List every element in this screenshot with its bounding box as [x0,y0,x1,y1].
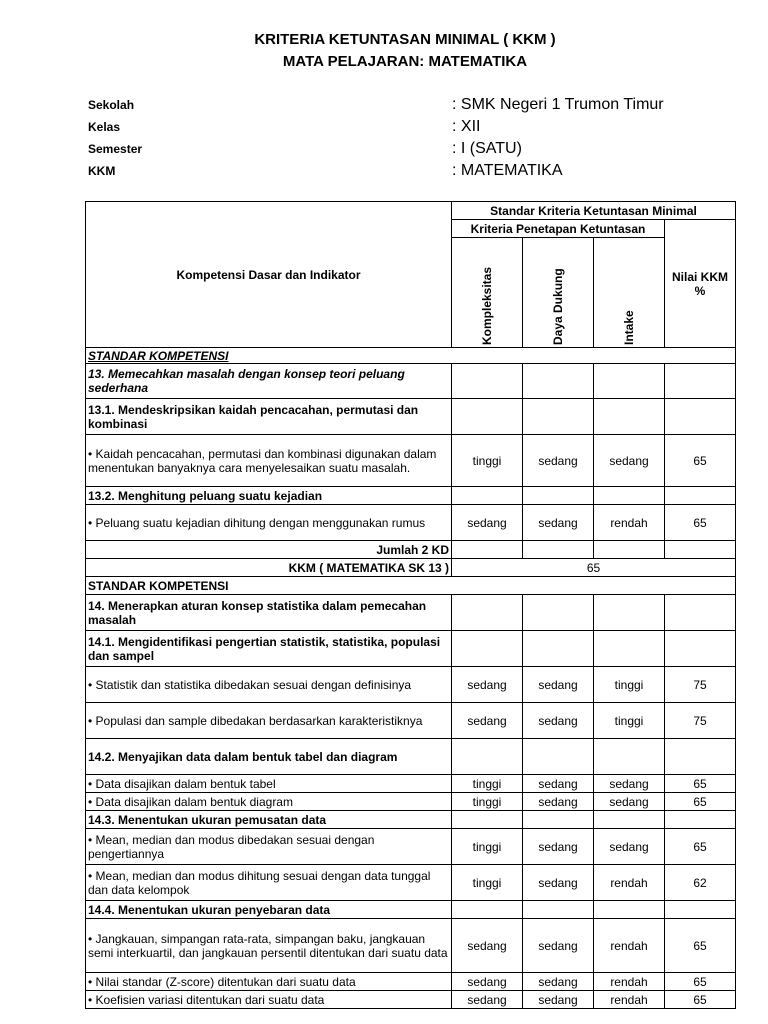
daya-dukung-value: sedang [523,973,594,991]
intake-value: sedang [594,435,665,487]
daya-dukung-value: sedang [523,829,594,865]
sk14-standar-label: STANDAR KOMPETENSI [86,577,736,595]
daya-dukung-value: sedang [523,793,594,811]
sekolah-label: Sekolah [88,98,135,112]
table-row [86,829,736,865]
indicator-text: • Koefisien variasi ditentukan dari suatu data [86,991,452,1009]
indicator-text: • Populasi dan sample dibedakan berdasarkan karakteristiknya [86,703,452,739]
table-row [86,919,736,973]
nilai-kkm-value: 65 [665,435,736,487]
sk14-kd4: 14.4. Menentukan ukuran penyebaran data [86,901,452,919]
header-standar: Standar Kriteria Ketuntasan Minimal [452,202,736,220]
indicator-text: • Data disajikan dalam bentuk tabel [86,775,452,793]
kompleksitas-value: sedang [452,973,523,991]
table-row [86,487,736,505]
table-row [86,901,736,919]
header-kd-indikator: Kompetensi Dasar dan Indikator [86,202,452,348]
kompleksitas-value: sedang [452,505,523,541]
kkm-label: KKM [88,164,116,178]
kompleksitas-value: sedang [452,667,523,703]
table-row [86,559,736,577]
indicator-text: • Nilai standar (Z-score) ditentukan dari suatu data [86,973,452,991]
document-subtitle: MATA PELAJARAN: MATEMATIKA [282,53,528,70]
indicator-text: • Data disajikan dalam bentuk diagram [86,793,452,811]
intake-value: sedang [594,793,665,811]
header-daya-dukung: Daya Dukung [523,238,594,348]
table-row [86,631,736,667]
kkm-value: : MATEMATIKA [452,162,563,179]
table-row [86,865,736,901]
indicator-text: • Jangkauan, simpangan rata-rata, simpangan baku, jangkauan semi interkuartil, dan jangkauan persentil ditentukan dari suatu data [86,919,452,973]
nilai-kkm-value: 65 [665,793,736,811]
kkm-table [85,201,736,1009]
table-row [86,793,736,811]
daya-dukung-value: sedang [523,505,594,541]
intake-value: rendah [594,991,665,1009]
header-intake: Intake [594,238,665,348]
kompleksitas-value: sedang [452,703,523,739]
table-row [86,505,736,541]
sk14-kd1: 14.1. Mengidentifikasi pengertian statistik, statistika, populasi dan sampel [86,631,452,667]
intake-value: rendah [594,973,665,991]
sekolah-value: : SMK Negeri 1 Trumon Timur [452,96,664,113]
nilai-kkm-value: 75 [665,667,736,703]
header-nilai-kkm: Nilai KKM % [665,220,736,348]
indicator-text: • Statistik dan statistika dibedakan sesuai dengan definisinya [86,667,452,703]
kelas-label: Kelas [88,120,121,134]
intake-value: tinggi [594,667,665,703]
daya-dukung-value: sedang [523,865,594,901]
table-row [86,703,736,739]
daya-dukung-value: sedang [523,775,594,793]
intake-value: tinggi [594,703,665,739]
table-row [86,811,736,829]
nilai-kkm-value: 62 [665,865,736,901]
indicator-text: • Mean, median dan modus dibedakan sesuai dengan pengertiannya [86,829,452,865]
table-row [86,739,736,775]
kompleksitas-value: tinggi [452,793,523,811]
table-row [86,364,736,399]
sk13-kkm-label: KKM ( MATEMATIKA SK 13 ) [86,559,452,577]
table-row [86,991,736,1009]
kompleksitas-value: sedang [452,991,523,1009]
intake-value: sedang [594,775,665,793]
kompleksitas-value: tinggi [452,865,523,901]
semester-label: Semester [88,142,143,156]
kompleksitas-value: tinggi [452,775,523,793]
indicator-text: • Kaidah pencacahan, permutasi dan kombinasi digunakan dalam menentukan banyaknya cara menyelesaikan suatu masalah. [86,435,452,487]
nilai-kkm-value: 65 [665,829,736,865]
kelas-value: : XII [452,118,481,135]
nilai-kkm-value: 65 [665,991,736,1009]
table-row [86,399,736,435]
nilai-kkm-value: 75 [665,703,736,739]
table-row [86,595,736,631]
daya-dukung-value: sedang [523,991,594,1009]
table-row [86,435,736,487]
kompleksitas-value: tinggi [452,829,523,865]
daya-dukung-value: sedang [523,919,594,973]
nilai-kkm-value: 65 [665,919,736,973]
intake-value: sedang [594,829,665,865]
table-row [86,973,736,991]
header-kompleksitas: Kompleksitas [452,238,523,348]
nilai-kkm-value: 65 [665,973,736,991]
daya-dukung-value: sedang [523,435,594,487]
sk13-kd1: 13.1. Mendeskripsikan kaidah pencacahan, permutasi dan kombinasi [86,399,452,435]
table-row [86,667,736,703]
sk14-kd2: 14.2. Menyajikan data dalam bentuk tabel dan diagram [86,739,452,775]
sk13-title: 13. Memecahkan masalah dengan konsep teori peluang sederhana [86,364,452,399]
table-row [86,541,736,559]
nilai-kkm-value: 65 [665,505,736,541]
document-title: KRITERIA KETUNTASAN MINIMAL ( KKM ) [254,31,556,48]
header-kriteria: Kriteria Penetapan Ketuntasan [452,220,665,238]
daya-dukung-value: sedang [523,667,594,703]
intake-value: rendah [594,505,665,541]
sk13-jumlah: Jumlah 2 KD [86,541,452,559]
sk13-kd2: 13.2. Menghitung peluang suatu kejadian [86,487,452,505]
sk14-kd3: 14.3. Menentukan ukuran pemusatan data [86,811,452,829]
indicator-text: • Peluang suatu kejadian dihitung dengan menggunakan rumus [86,505,452,541]
indicator-text: • Mean, median dan modus dihitung sesuai dengan data tunggal dan data kelompok [86,865,452,901]
daya-dukung-value: sedang [523,703,594,739]
sk14-title: 14. Menerapkan aturan konsep statistika dalam pemecahan masalah [86,595,452,631]
nilai-kkm-value: 65 [665,775,736,793]
kompleksitas-value: tinggi [452,435,523,487]
kompleksitas-value: sedang [452,919,523,973]
intake-value: rendah [594,919,665,973]
semester-value: : I (SATU) [452,140,522,157]
sk13-standar-label: STANDAR KOMPETENSI [86,348,736,364]
table-row [86,775,736,793]
sk13-kkm-value: 65 [452,559,736,577]
intake-value: rendah [594,865,665,901]
